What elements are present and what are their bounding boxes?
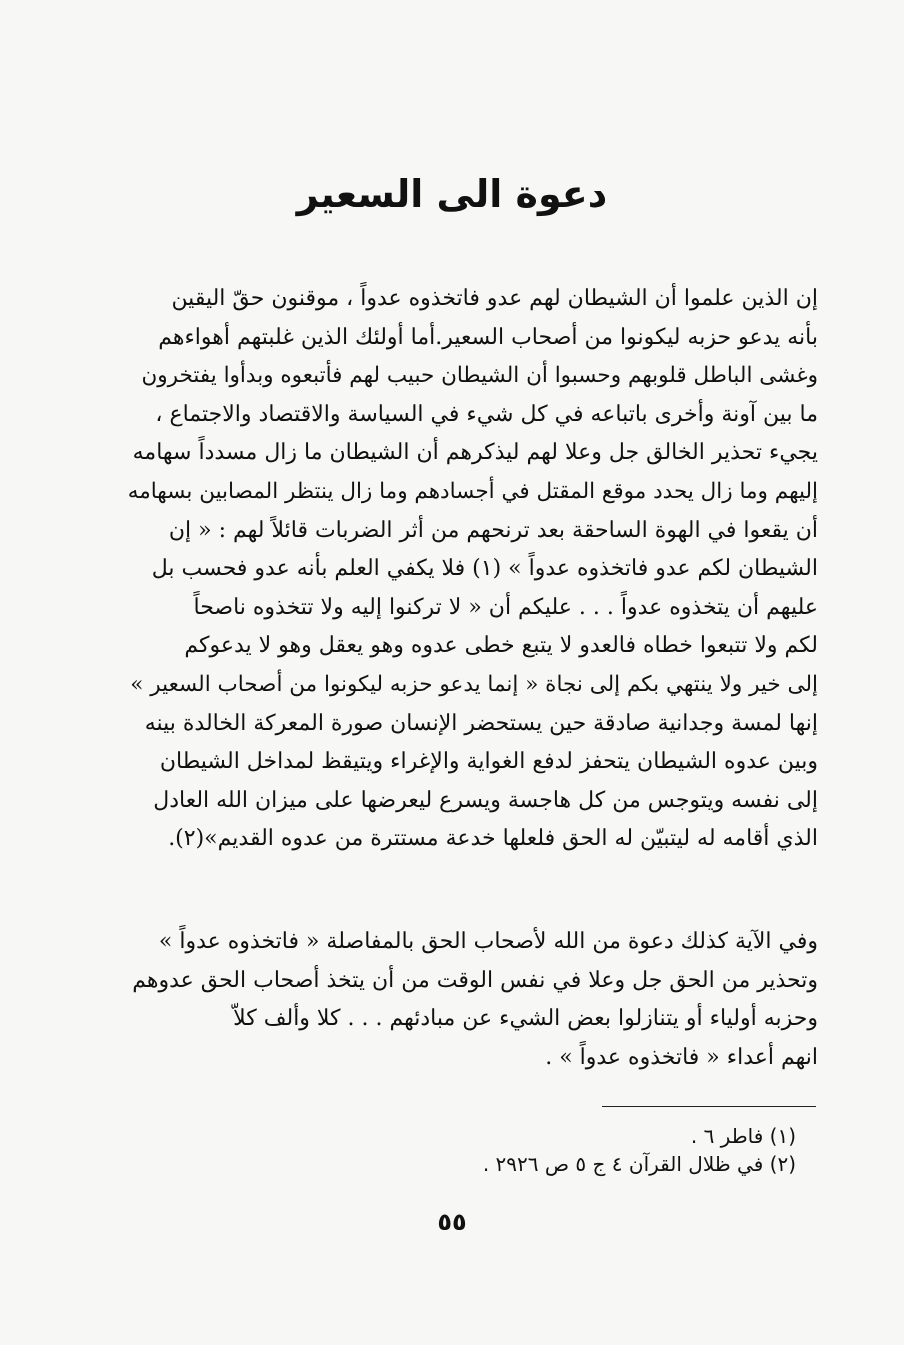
page-title: دعوة الى السعير <box>296 172 608 216</box>
text-line: إن الذين علموا أن الشيطان لهم عدو فاتخذوه عدواً ، موقنون حقّ اليقين <box>171 286 818 311</box>
page-number: ٥٥ <box>437 1208 467 1236</box>
text-line: وفي الآية كذلك دعوة من الله لأصحاب الحق بالمفاصلة « فاتخذوه عدواً » <box>158 929 818 954</box>
text-line: إلى نفسه ويتوجس من كل هاجسة ويسرع ليعرضها على ميزان الله العادل <box>153 787 818 813</box>
text-line: الشيطان لكم عدو فاتخذوه عدواً » (١) فلا يكفي العلم بأنه عدو فحسب بل <box>151 556 818 582</box>
text-line: لكم ولا تتبعوا خطاه فالعدو لا يتبع خطى عدوه وهو يعقل وهو لا يدعوكم <box>184 633 818 659</box>
footnote-2: (٢) في ظلال القرآن ٤ ج ٥ ص ٢٩٢٦ . <box>482 1152 796 1176</box>
text-line: انهم أعداء « فاتخذوه عدواً » . <box>545 1044 818 1070</box>
paragraph-1 <box>128 280 818 859</box>
text-line: بأنه يدعو حزبه ليكونوا من أصحاب السعير.أما أولئك الذين غلبتهم أهواءهم <box>158 324 818 350</box>
text-line: عليهم أن يتخذوه عدواً . . . عليكم أن « لا تركنوا إليه ولا تتخذوه ناصحاً <box>193 594 818 620</box>
footnotes <box>400 1122 796 1178</box>
text-line: يجيء تحذير الخالق جل وعلا لهم ليذكرهم أن الشيطان ما زال مسدداً سهامه <box>132 440 818 466</box>
text-line: إنها لمسة وجدانية صادقة حين يستحضر الإنسان صورة المعركة الخالدة بينه <box>144 710 818 736</box>
text-line: أن يقعوا في الهوة الساحقة بعد ترنحهم من أثر الضربات قائلاً لهم : « إن <box>168 517 818 543</box>
text-line: وتحذير من الحق جل وعلا في نفس الوقت من أن يتخذ أصحاب الحق عدوهم <box>132 967 818 993</box>
text-line: إليهم وما زال يحدد موقع المقتل في أجسادهم وما زال ينتظر المصابين بسهامه <box>127 478 818 504</box>
footnote-1: (١) فاطر ٦ . <box>690 1124 796 1148</box>
text-line: وغشى الباطل قلوبهم وحسبوا أن الشيطان حبيب لهم فأتبعوه وبدأوا يفتخرون <box>141 363 818 389</box>
text-line: وحزبه أولياء أو يتنازلوا بعض الشيء عن مبادئهم . . . كلا وألف كلاّ <box>233 1006 818 1032</box>
text-line: وبين عدوه الشيطان يتحفز لدفع الغواية والإغراء ويتيقظ لمداخل الشيطان <box>159 749 818 775</box>
text-line: الذي أقامه له ليتبيّن له الحق فلعلها خدعة مستترة من عدوه القديم»(٢). <box>168 826 818 852</box>
footnote-divider <box>602 1106 816 1107</box>
text-line: إلى خير ولا ينتهي بكم إلى نجاة « إنما يدعو حزبه ليكونوا من أصحاب السعير » <box>130 671 818 697</box>
paragraph-2 <box>128 923 818 1077</box>
text-line: ما بين آونة وأخرى باتباعه في كل شيء في السياسة والاقتصاد والاجتماع ، <box>155 401 818 427</box>
